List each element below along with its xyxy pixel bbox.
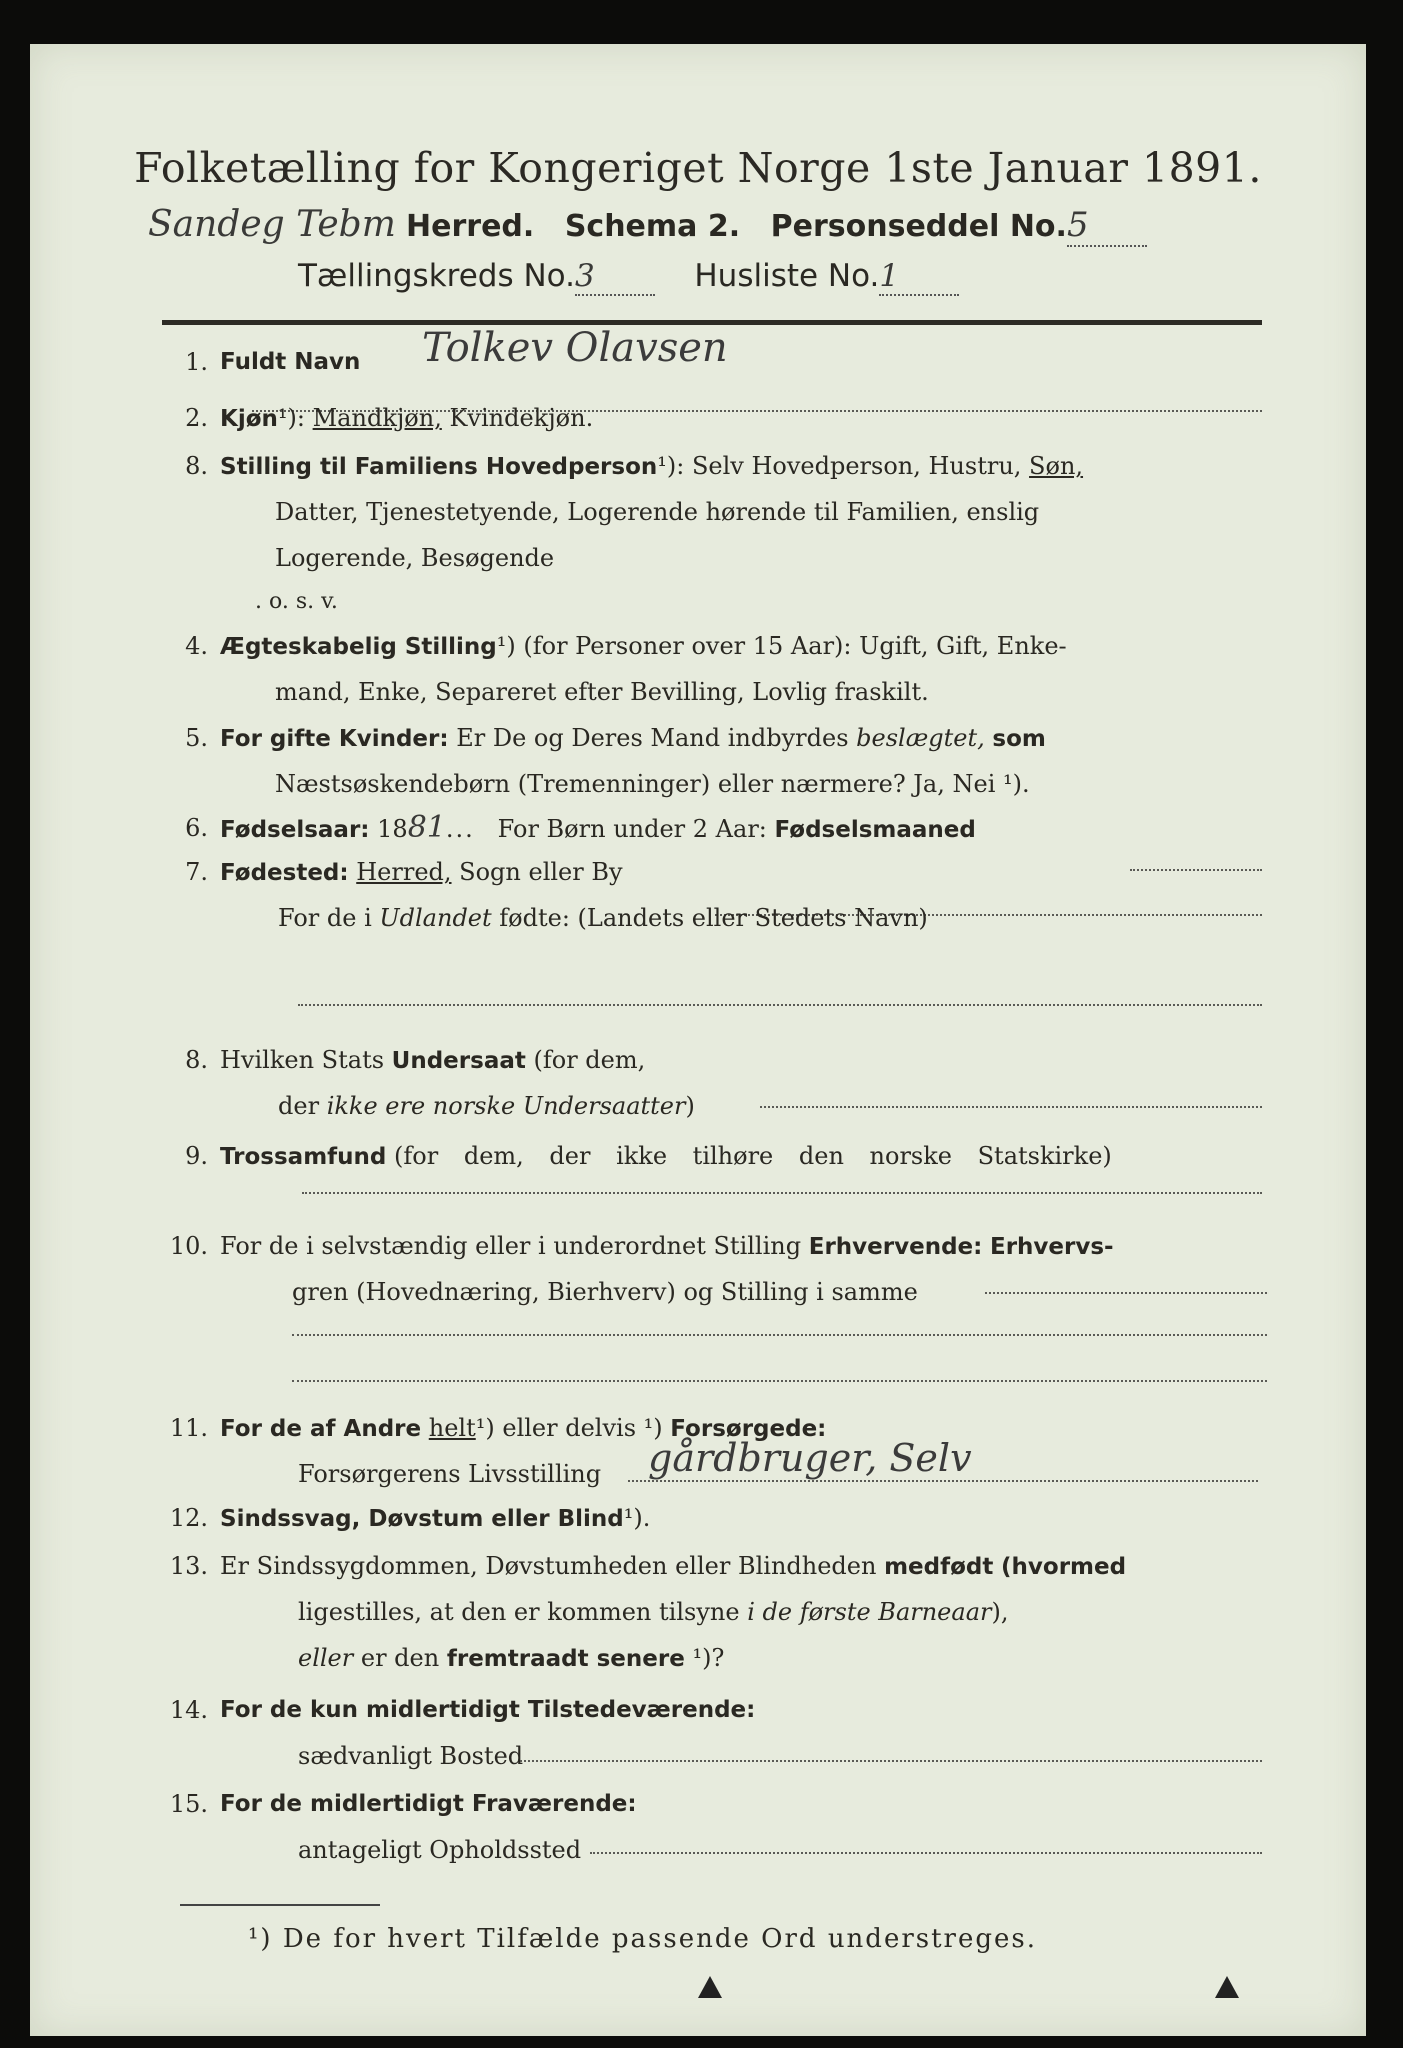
item-text-italic: ikke ere norske Undersaatter [326, 1092, 686, 1120]
item-text: ¹) eller delvis ¹) [475, 1414, 663, 1442]
item-text-bold: Fødselsmaaned [774, 817, 976, 843]
option-son-underlined: Søn, [1029, 452, 1084, 480]
item-3-line-4: . o. s. v. [255, 589, 338, 614]
item-number: 1. [185, 348, 208, 376]
item-13-line-3 [298, 1636, 724, 1681]
item-text: (for dem, [533, 1046, 646, 1074]
item-text: For Børn under 2 Aar: [497, 815, 767, 843]
option-helt-underlined: helt [428, 1414, 476, 1442]
husliste-label: Husliste No. [694, 258, 880, 294]
item-text: For de i [278, 904, 372, 932]
item-7-line-2 [278, 896, 928, 940]
item-text: Sogn eller By [459, 858, 623, 886]
item-11-line-2 [298, 1452, 601, 1496]
dotted-line [1130, 869, 1262, 871]
personseddel-label: Personseddel No. [770, 209, 1067, 244]
dotted-line [590, 1852, 1262, 1854]
item-text: ¹)? [692, 1644, 725, 1672]
item-text: Er De og Deres Mand indbyrdes [456, 724, 849, 752]
herred-name: Sandeg Tebm [148, 204, 396, 245]
dotted-line [292, 1334, 1267, 1336]
item-text: Hvilken Stats [220, 1046, 385, 1074]
item-label: Ægteskabelig Stilling [220, 634, 497, 660]
item-number: 11. [169, 1414, 208, 1442]
item-5-line-2: Næstsøskendebørn (Tremenninger) eller nærmere? Ja, Nei ¹). [275, 770, 1030, 798]
item-text-italic: beslægtet, [856, 724, 985, 752]
taellingskreds-line [298, 258, 959, 296]
item-number: 6. [185, 814, 208, 842]
option-herred-underlined: Herred, [356, 858, 452, 886]
taellingskreds-no: 3 [574, 258, 595, 294]
item-text: ¹): Selv Hovedperson, Hustru, [657, 452, 1022, 480]
item-number: 5. [185, 724, 208, 752]
item-4-line-2: mand, Enke, Separeret efter Bevilling, Lovlig fraskilt. [275, 678, 929, 706]
print-mark-icon [1215, 1976, 1239, 1998]
herred-label: Herred. [406, 209, 535, 244]
item-text: ), [991, 1598, 1009, 1626]
item-text: ligestilles, at den er kommen tilsyne [298, 1598, 740, 1626]
item-number: 2. [185, 404, 208, 432]
item-label: fremtraadt senere [446, 1646, 685, 1672]
dotted-line [760, 1106, 1262, 1108]
item-15-line-2: antageligt Opholdssted [298, 1836, 582, 1864]
print-mark-icon [698, 1976, 722, 1998]
item-text-bold: som [992, 726, 1046, 752]
item-14-line-2: sædvanligt Bosted [298, 1742, 524, 1770]
item-label: For de af Andre [220, 1416, 422, 1442]
dotted-line [520, 1760, 1262, 1762]
item-label: Fuldt Navn [220, 349, 361, 375]
personseddel-field [1067, 205, 1147, 247]
dotted-line [302, 1192, 1262, 1194]
item-3-line-2: Datter, Tjenestetyende, Logerende hørende til Familien, enslig [275, 498, 1040, 526]
item-label: For de midlertidigt Fraværende: [220, 1791, 637, 1817]
item-text: Forsørgerens Livsstilling [298, 1460, 602, 1488]
item-3-line-3: Logerende, Besøgende [275, 544, 555, 572]
item-number: 13. [169, 1552, 208, 1580]
item-label: For de kun midlertidigt Tilstedeværende: [220, 1697, 756, 1723]
birth-year-value: 81 [407, 810, 446, 845]
option-mandkjon-underlined: Mandkjøn, [312, 404, 442, 432]
herred-line [148, 204, 1147, 247]
item-number: 12. [169, 1504, 208, 1532]
schema-label: Schema 2. [564, 209, 741, 244]
item-13-line-2 [298, 1590, 1008, 1634]
item-text-bold: Erhvervs- [989, 1234, 1114, 1260]
item-text-italic: eller [298, 1644, 354, 1672]
item-label: Fødested: [220, 860, 349, 886]
item-label: Fødselsaar: [220, 817, 370, 843]
item-number: 8. [185, 452, 208, 480]
item-label: medfødt [884, 1554, 994, 1580]
item-text: ¹) (for Personer over 15 Aar): Ugift, Gift, Enke- [496, 632, 1067, 660]
husliste-field [879, 258, 959, 296]
item-number: 8. [185, 1046, 208, 1074]
footnote: ¹) De for hvert Tilfælde passende Ord understreges. [248, 1924, 1038, 1954]
item-label: Kjøn [220, 406, 278, 432]
item-text: ¹). [623, 1504, 651, 1532]
item-text-bold: Forsørgede: [670, 1416, 827, 1442]
item-text-italic: i de første Barneaar [747, 1598, 992, 1626]
year-prefix: 18 [377, 815, 408, 843]
item-text: (for dem, der ikke tilhøre den norske Statskirke) [394, 1142, 1112, 1170]
form-title: Folketælling for Kongeriget Norge 1ste Januar 1891. [134, 144, 1262, 192]
item-number: 4. [185, 632, 208, 660]
dotted-line [292, 1380, 1267, 1382]
item-label: Undersaat [391, 1048, 526, 1074]
item-number: 15. [169, 1790, 208, 1818]
item-text: Er Sindssygdommen, Døvstumheden eller Blindheden [220, 1552, 877, 1580]
item-text: der [278, 1092, 320, 1120]
item-text-bold: (hvormed [1001, 1554, 1127, 1580]
full-name-value: Tolkev Olavsen [422, 325, 728, 371]
item-number: 10. [169, 1232, 208, 1260]
husliste-no: 1 [879, 258, 900, 294]
dotted-line [298, 1004, 1262, 1006]
taellingskreds-label: Tællingskreds No. [298, 258, 575, 294]
item-10-line-2: gren (Hovednæring, Bierhverv) og Stilling i samme [292, 1278, 918, 1306]
item-8-line-2 [278, 1084, 695, 1128]
option-kvindekjon: Kvindekjøn. [449, 404, 594, 432]
item-number: 14. [169, 1696, 208, 1724]
item-text: ) [685, 1092, 695, 1120]
footnote-rule [180, 1904, 380, 1906]
provider-occupation-value: gårdbruger, Selv [648, 1436, 972, 1480]
item-label: Trossamfund [220, 1144, 387, 1170]
dotted-line [985, 1292, 1267, 1294]
personseddel-no: 5 [1066, 205, 1089, 245]
item-number: 7. [185, 858, 208, 886]
dotted-line [628, 1480, 1258, 1482]
item-label: For gifte Kvinder: [220, 726, 449, 752]
item-text: ¹): [277, 404, 305, 432]
item-text: fødte: (Landets eller Stedets Navn) [499, 904, 928, 932]
item-label: Sindssvag, Døvstum eller Blind [220, 1506, 624, 1532]
item-number: 9. [185, 1142, 208, 1170]
item-label: Stilling til Familiens Hovedperson [220, 454, 658, 480]
item-text-italic: Udlandet [379, 904, 492, 932]
item-label: Erhvervende: [808, 1234, 983, 1260]
taellingskreds-field [575, 258, 655, 296]
census-form-page: Folketælling for Kongeriget Norge 1ste Januar 1891. Sandeg Tebm Herred. Schema 2. Personseddel No.5 Tællingskreds No.3 Husliste No.1 1. Fuldt Navn Tolkev Olavsen 2. Kjøn¹): Mandkjøn, Kvindekjøn. 8. Stilling til Familiens Hovedperson¹): Selv Hovedperson, Hustru, Søn, Datter, Tjenestetyende, Logerende hørende til Familien, enslig Logerende, Besøgende . o. s. v. 4. Ægteskabelig Stilling¹) (for Personer over 15 Aar): Ugift, Gift, Enke- mand, Enke, Separeret efter Bevilling, Lovlig fraskilt. 5. For gifte Kvinder: Er De og Deres Mand indbyrdes beslægtet, som Næstsøskendebørn (Tremenninger) eller nærmere? Ja, Nei ¹). 6. Fødselsaar: 1881... For Børn under 2 Aar: Fødselsmaaned 7. Fødested: Herred, Sogn eller By For de i Udlandet fødte: (Landets eller Stedets Navn) 8. Hvilken Stats Undersaat (for dem, der ikke ere norske Undersaatter) 9. Trossamfund (for dem, der ikke tilhøre den norske Statskirke) 10. For de i selvstændig eller i underordnet Stilling Erhvervende: Erhvervs- gren (Hovednæring, Bierhverv) og Stilling i samme 11. For de af Andre helt¹) eller delvis ¹) Forsørgede: Forsørgerens Livsstilling gårdbruger, Selv 12. Sindssvag, Døvstum eller Blind¹). 13. Er Sindssygdommen, Døvstumheden eller Blindheden medfødt (hvormed ligestilles, at den er kommen tilsyne i de første Barneaar), eller er den fremtraadt senere ¹)? 14. For de kun midlertidigt Tilstedeværende: sædvanligt Bosted 15. For de midlertidigt Fraværende: antageligt Opholdssted ¹) De for hvert Tilfælde passende Ord understreges. [30, 44, 1366, 2036]
item-text: For de i selvstændig eller i underordnet Stilling [220, 1232, 802, 1260]
item-text: er den [360, 1644, 440, 1672]
